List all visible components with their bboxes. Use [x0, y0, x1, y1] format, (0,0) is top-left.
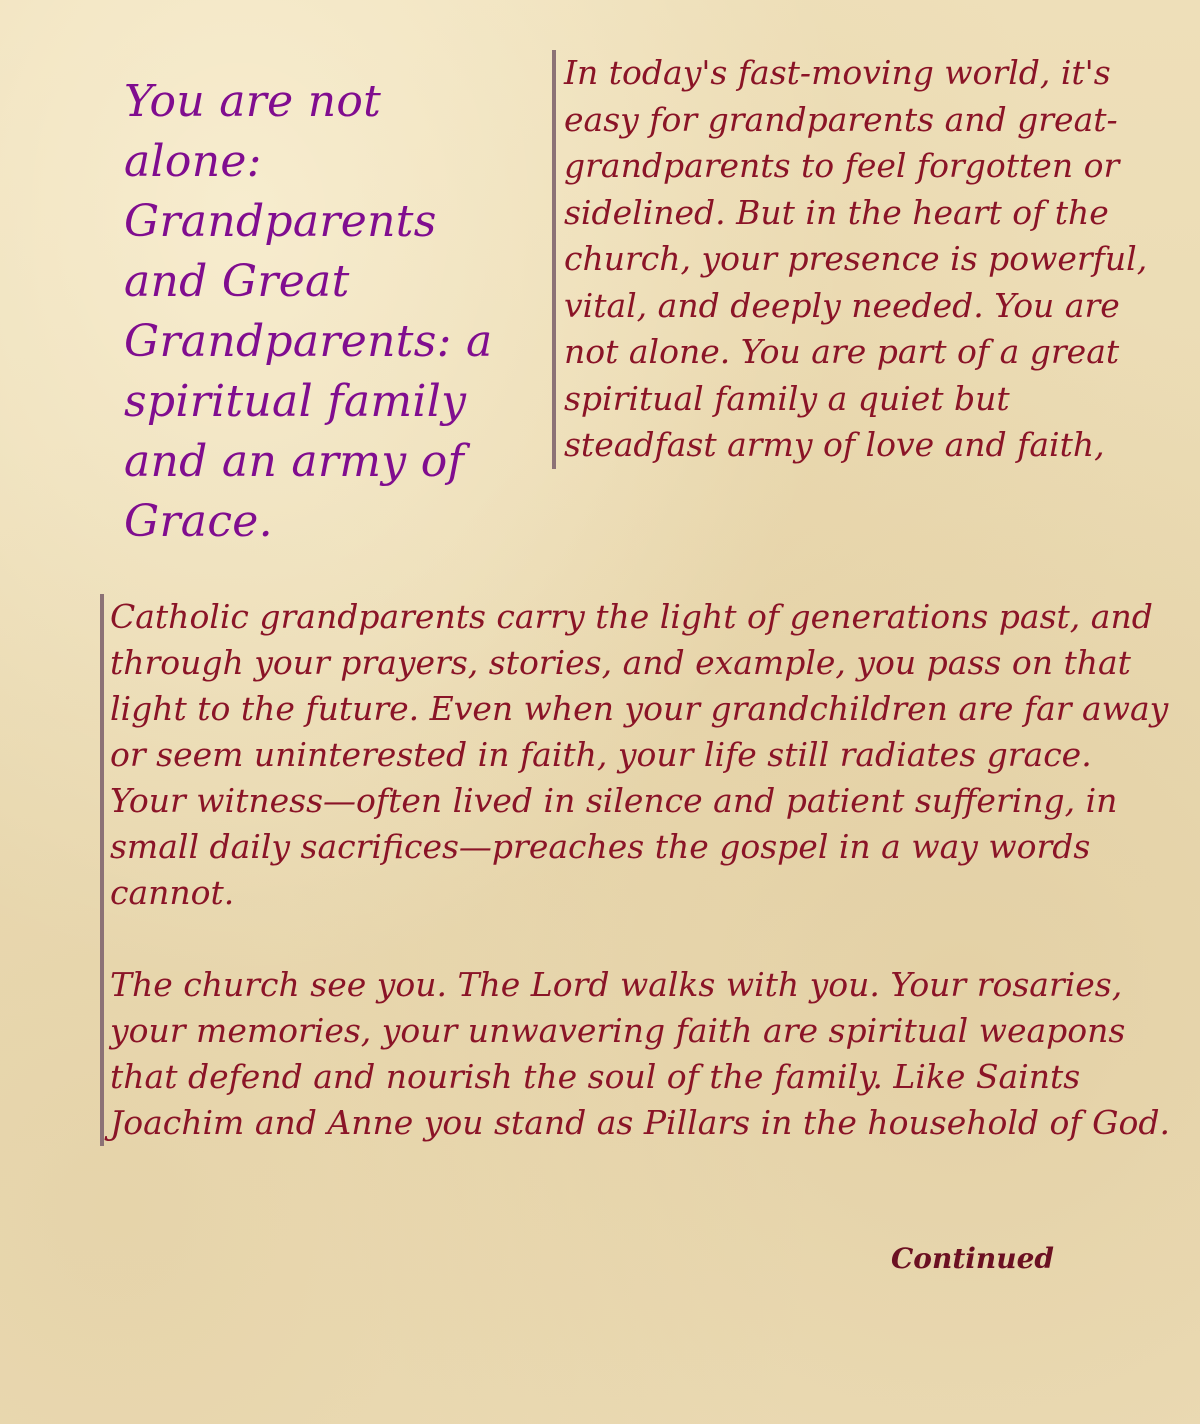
- page-title: You are not alone: Grandparents and Great Grandparents: a spiritual family and an army of Grace.: [124, 76, 493, 547]
- intro-paragraph: In today's fast-moving world, it's easy for grandparents and great-grandparents to feel forgotten or sidelined. But in the heart of the church, your presence is powerful, vital, and deeply needed. You are not alone. You are part of a great spiritual family a quiet but steadfast army of love and faith,: [552, 50, 1164, 469]
- continued-link[interactable]: Continued: [891, 1242, 1054, 1275]
- body-text-block: [100, 594, 1170, 1146]
- body-paragraph-2: The church see you. The Lord walks with you. Your rosaries, your memories, your unwavering faith are spiritual weapons that defend and nourish the soul of the family. Like Saints Joachim and Anne you stand as Pillars in the household of God.: [110, 965, 1170, 1142]
- body-paragraph-1: Catholic grandparents carry the light of generations past, and through your prayers, stories, and example, you pass on that light to the future. Even when your grandchildren are far away or seem uninterested in faith, your life still radiates grace. Your witness—often lived in silence and patient suffering, in small daily sacrifices—preaches the gospel in a way words cannot.: [110, 597, 1169, 912]
